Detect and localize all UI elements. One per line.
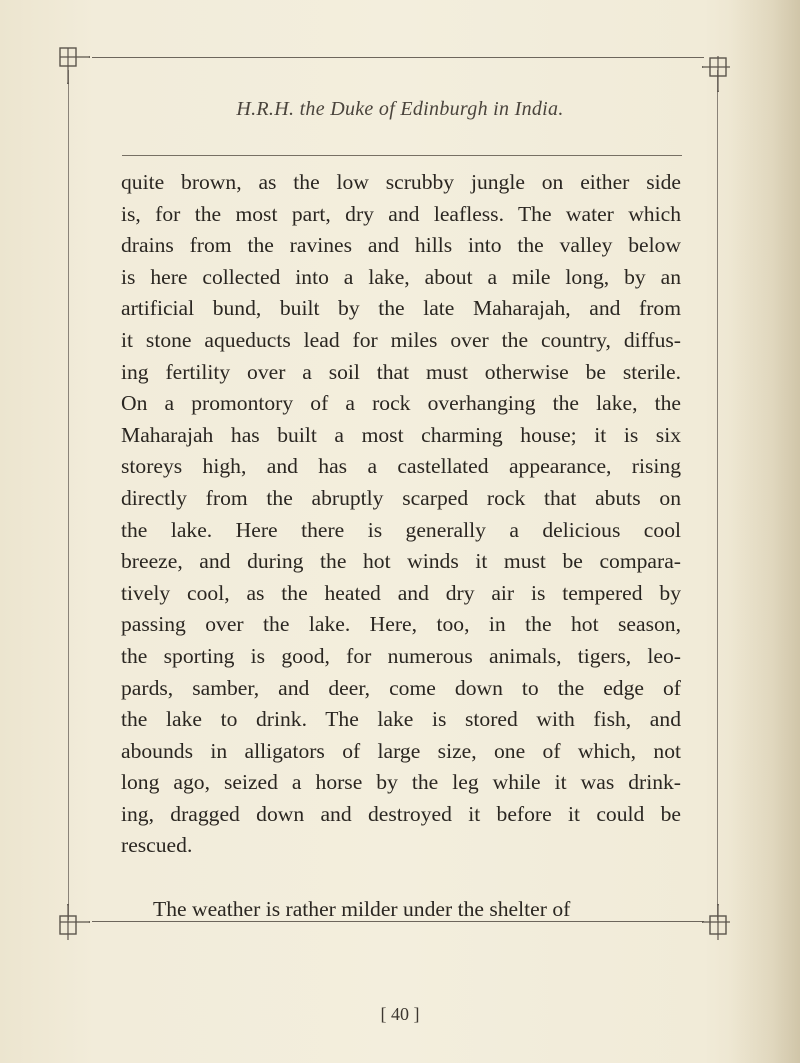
text-line: storeys high, and has a castellated appearance, rising xyxy=(121,454,681,479)
text-line: is, for the most part, dry and leafless. The water which xyxy=(121,201,681,226)
page-edge-shadow xyxy=(730,0,800,1063)
corner-ornament-top-right xyxy=(700,54,722,76)
text-line: the lake to drink. The lake is stored with fish, and xyxy=(121,707,681,732)
corner-ornament-bottom-left xyxy=(58,902,80,924)
text-line: quite brown, as the low scrubby jungle on either side xyxy=(121,170,681,194)
text-line: directly from the abruptly scarped rock that abuts on xyxy=(121,485,681,510)
text-line: passing over the lake. Here, too, in the hot season, xyxy=(121,612,681,637)
text-line: tively cool, as the heated and dry air is tempered by xyxy=(121,580,681,605)
text-line: drains from the ravines and hills into the valley below xyxy=(121,233,681,258)
text-line: On a promontory of a rock overhanging the lake, the xyxy=(121,391,681,416)
body-text xyxy=(121,167,681,925)
page-number: [ 40 ] xyxy=(380,1004,420,1024)
corner-ornament-top-left xyxy=(58,46,80,68)
text-line: is here collected into a lake, about a mile long, by an xyxy=(121,264,681,289)
frame-top-line xyxy=(92,57,704,58)
text-line: rescued. xyxy=(121,833,193,858)
paragraph-1 xyxy=(121,167,681,862)
text-line: abounds in alligators of large size, one of which, not xyxy=(121,738,681,763)
text-line: Maharajah has built a most charming house; it is six xyxy=(121,422,681,447)
text-line: the lake. Here there is generally a delicious cool xyxy=(121,517,681,542)
text-line: the sporting is good, for numerous animals, tigers, leo- xyxy=(121,643,681,668)
text-line: pards, samber, and deer, come down to the edge of xyxy=(121,675,681,700)
text-line: ing, dragged down and destroyed it before it could be xyxy=(121,801,681,826)
running-head-rule xyxy=(122,155,682,156)
text-line: breeze, and during the hot winds it must be compara- xyxy=(121,549,681,574)
frame-right-line xyxy=(717,70,718,920)
frame-left-line xyxy=(68,70,69,920)
text-line: artificial bund, built by the late Maharajah, and from xyxy=(121,296,681,321)
text-line: ing fertility over a soil that must otherwise be sterile. xyxy=(121,359,681,384)
text-line: long ago, seized a horse by the leg while it was drink- xyxy=(121,770,681,795)
corner-ornament-bottom-right xyxy=(700,902,722,924)
running-head: H.R.H. the Duke of Edinburgh in India. xyxy=(236,98,564,120)
text-line: it stone aqueducts lead for miles over the country, diffus- xyxy=(121,327,681,352)
paragraph-2 xyxy=(121,894,681,926)
text-line: The weather is rather milder under the shelter of xyxy=(153,896,571,921)
